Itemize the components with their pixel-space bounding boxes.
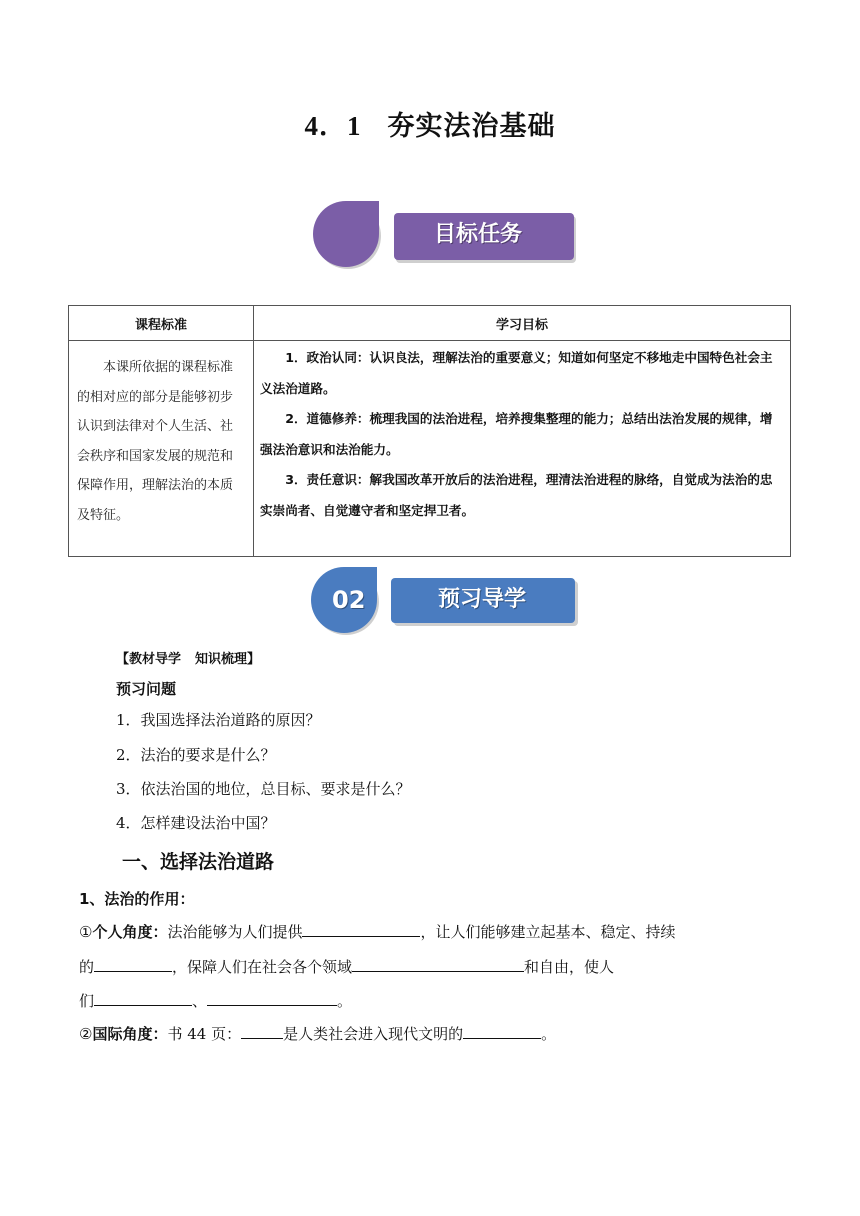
fill-line-a [79, 921, 676, 942]
personal-angle-label: 个人角度： [92, 923, 168, 941]
line-d-text-3: 。 [541, 1025, 557, 1043]
question-4: 4．怎样建设法治中国？ [116, 814, 276, 832]
guide-heading-left: 【教材导学 [116, 652, 182, 667]
objective-3: 3．责任意识：解我国改革开放后的法治进程，理清法治进程的脉络，自觉成为法治的忠实崇尚者、自觉遵守者和坚定捍卫者。 [260, 472, 773, 518]
fill-blank[interactable] [94, 957, 172, 972]
goals-table-row [69, 341, 791, 557]
question-2: 2．法治的要求是什么？ [116, 746, 276, 764]
objective-1: 1．政治认同：认识良法，理解法治的重要意义；知道如何坚定不移地走中国特色社会主义法治道路。 [260, 350, 773, 396]
objective-2: 2．道德修养：梳理我国的法治进程，培养搜集整理的能力；总结出法治发展的规律，增强法治意识和法治能力。 [260, 411, 773, 457]
fill-line-b [79, 956, 614, 977]
guide-heading [116, 648, 260, 667]
line-c-text-1: 们 [79, 992, 95, 1010]
line-a-text-1: 法治能够为人们提供 [167, 923, 303, 941]
goals-table [68, 305, 791, 557]
circle-2: ② [79, 1025, 93, 1043]
question-3: 3．依法治国的地位，总目标、要求是什么？ [116, 780, 411, 798]
fill-line-d [79, 1023, 556, 1044]
header-standard: 课程标准 [69, 306, 254, 341]
lesson-number: 4．1 [304, 111, 362, 141]
line-b-text-3: 和自由，使人 [524, 958, 615, 976]
goals-banner [312, 200, 580, 272]
fill-blank[interactable] [463, 1024, 541, 1039]
circle-1: ① [79, 923, 93, 941]
section-heading: 一、选择法治道路 [122, 851, 275, 873]
fill-line-c [79, 990, 352, 1011]
line-a-text-2: ，让人们能够建立起基本、稳定、持续 [420, 923, 676, 941]
page-title [0, 104, 860, 143]
line-c-text-3: 。 [337, 992, 353, 1010]
course-standard-text: 本课所依据的课程标准的相对应的部分是能够初步认识到法律对个人生活、社会秩序和国家发展的规范和保障作用，理解法治的本质及特征。 [69, 341, 254, 557]
goals-banner-label: 目标任务 [434, 222, 523, 247]
fill-blank[interactable] [302, 922, 420, 937]
preview-banner [310, 567, 582, 637]
item-1-title [79, 888, 194, 909]
preview-questions-title: 预习问题 [116, 680, 177, 698]
item-1-label: 1、法治的作用： [79, 890, 195, 908]
fill-blank[interactable] [94, 991, 192, 1006]
international-angle-label: 国际角度： [92, 1025, 168, 1043]
fill-blank[interactable] [352, 957, 524, 972]
line-d-text-1: 书 44 页： [167, 1025, 242, 1043]
line-c-text-2: 、 [192, 992, 208, 1010]
fill-blank[interactable] [207, 991, 337, 1006]
fill-blank[interactable] [241, 1024, 283, 1039]
header-objectives: 学习目标 [254, 306, 791, 341]
goals-table-header [69, 306, 791, 341]
question-1: 1．我国选择法治道路的原因？ [116, 711, 321, 729]
guide-heading-right: 知识梳理】 [195, 652, 261, 667]
line-b-text-2: ，保障人们在社会各个领域 [172, 958, 353, 976]
line-d-text-2: 是人类社会进入现代文明的 [283, 1025, 464, 1043]
line-b-text-1: 的 [79, 958, 95, 976]
lesson-title: 夯实法治基础 [387, 111, 556, 142]
preview-badge: 02 [332, 586, 366, 614]
learning-objectives [254, 341, 791, 557]
preview-banner-label: 预习导学 [438, 587, 527, 612]
